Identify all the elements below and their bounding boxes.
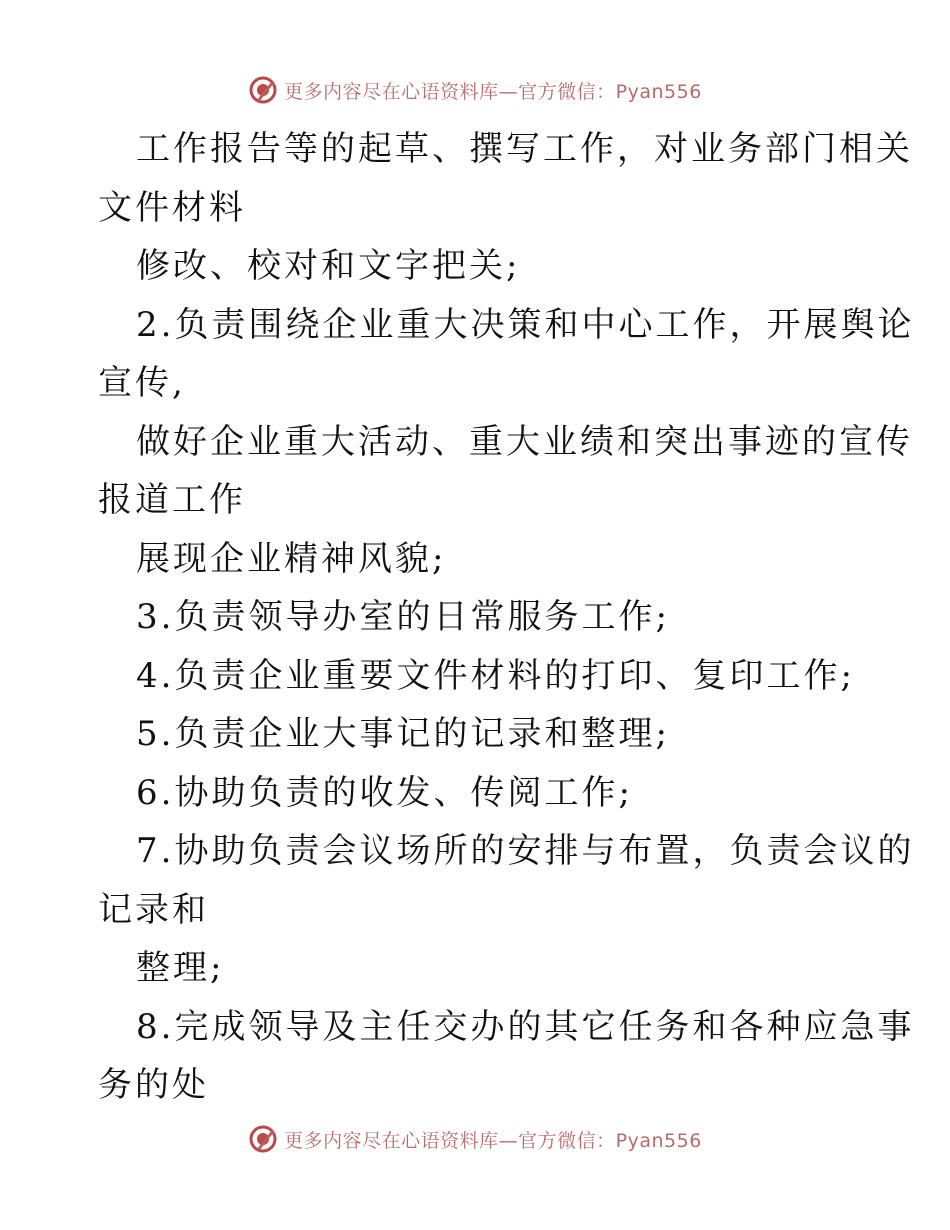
text-line: 展现企业精神风貌;: [136, 538, 447, 579]
pen-logo-icon: [248, 1124, 278, 1154]
text-line: 宣传,: [98, 363, 186, 403]
text-line: 修改、校对和文字把关;: [136, 246, 521, 286]
text-line: 工作报告等的起草、撰写工作，对业务部门相关: [136, 129, 913, 169]
text-line: 3.负责领导办室的日常服务工作;: [136, 597, 670, 637]
text-line: 务的处: [98, 1065, 209, 1105]
document-body: [98, 120, 915, 1115]
text-line: 7.协助负责会议场所的安排与布置，负责会议的: [136, 831, 915, 871]
text-line: 记录和: [98, 889, 209, 930]
text-line: 做好企业重大活动、重大业绩和突出事迹的宣传: [136, 421, 913, 462]
watermark-text: 更多内容尽在心语资料库—官方微信：Pyan556: [284, 80, 702, 103]
footer-watermark: [0, 1119, 950, 1159]
pen-logo-icon: [248, 75, 278, 105]
text-line: 整理;: [136, 948, 225, 988]
text-line: 报道工作: [98, 480, 246, 520]
text-line: 4.负责企业重要文件材料的打印、复印工作;: [136, 655, 855, 696]
text-line: 文件材料: [98, 187, 246, 228]
header-watermark: [0, 70, 950, 110]
text-line: 6.协助负责的收发、传阅工作;: [136, 772, 633, 813]
watermark-text: 更多内容尽在心语资料库—官方微信：Pyan556: [284, 1129, 702, 1152]
text-line: 2.负责围绕企业重大决策和中心工作，开展舆论: [136, 304, 915, 345]
text-line: 5.负责企业大事记的记录和整理;: [136, 714, 670, 754]
text-line: 8.完成领导及主任交办的其它任务和各种应急事: [136, 1006, 915, 1047]
